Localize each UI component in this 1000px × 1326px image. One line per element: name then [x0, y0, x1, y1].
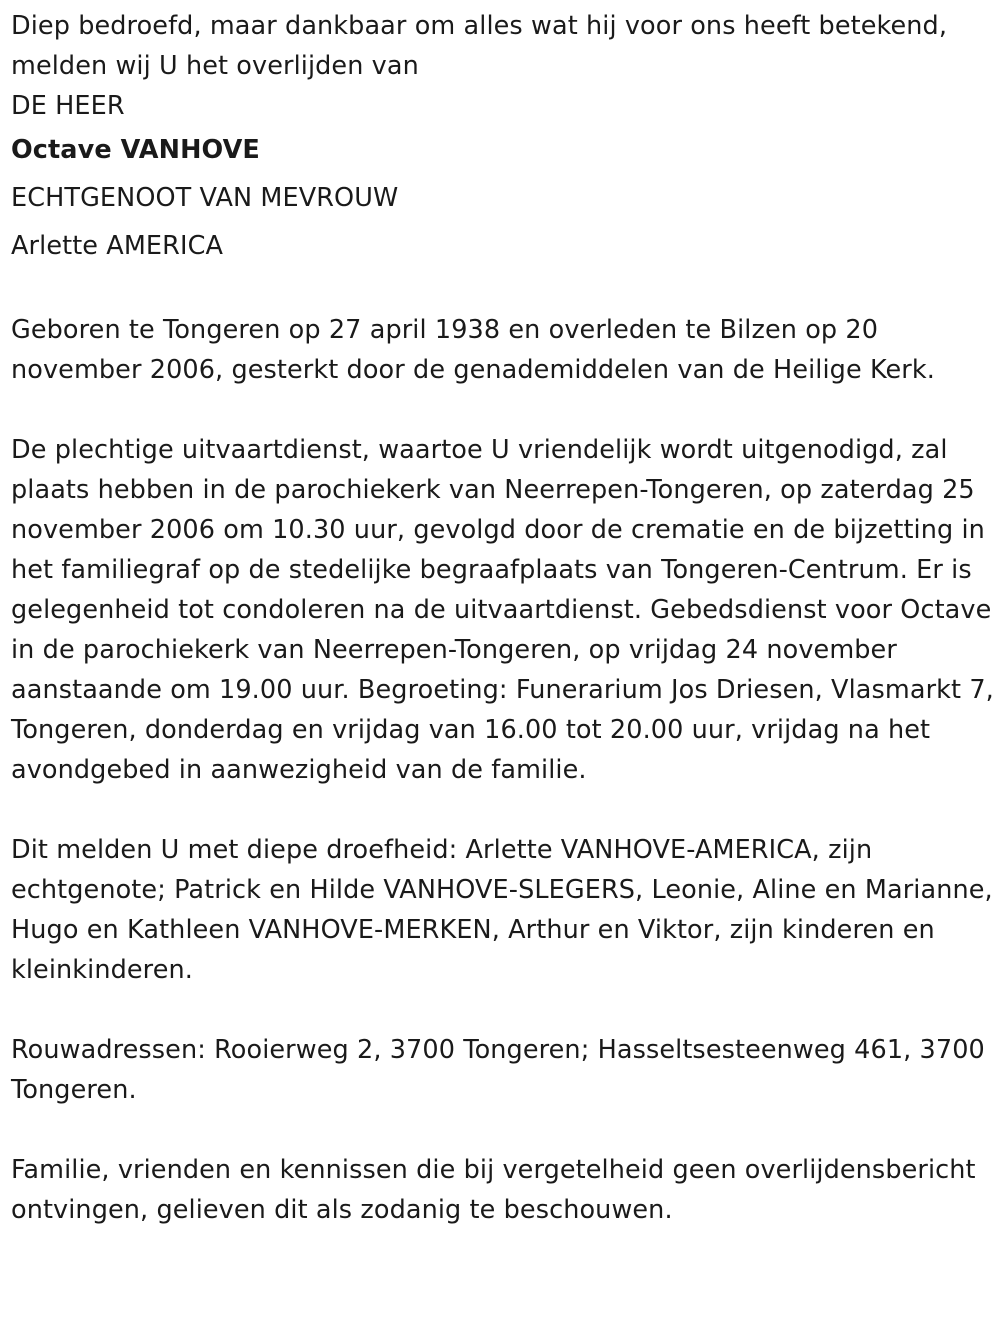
family-paragraph: Dit melden U met diepe droefheid: Arlette VANHOVE-AMERICA, zijn echtgenote; Patrick en Hilde VANHOVE-SLEGERS, Leonie, Aline en Marianne, Hugo en Kathleen VANHOVE-MERKEN, Arthur en Viktor, zijn kinderen en kleinkinderen. [11, 835, 993, 985]
closing-paragraph: Familie, vrienden en kennissen die bij vergetelheid geen overlijdensbericht ontvingen, gelieven dit als zodanig te beschouwen. [11, 1155, 976, 1225]
addresses-paragraph: Rouwadressen: Rooierweg 2, 3700 Tongeren; Hasseltsesteenweg 461, 3700 Tongeren. [11, 1035, 985, 1105]
birth-death-paragraph: Geboren te Tongeren op 27 april 1938 en overleden te Bilzen op 20 november 2006, gesterkt door de genademiddelen van de Heilige Kerk. [11, 315, 935, 385]
obituary-document [11, 6, 996, 1230]
spouse-name: Arlette AMERICA [11, 231, 224, 261]
intro-paragraph: Diep bedroefd, maar dankbaar om alles wat hij voor ons heeft betekend, melden wij U het overlijden van [11, 11, 948, 81]
deceased-title: DE HEER [11, 91, 125, 121]
relation-line: ECHTGENOOT VAN MEVROUW [11, 183, 399, 213]
deceased-name: Octave VANHOVE [11, 135, 260, 165]
service-paragraph: De plechtige uitvaartdienst, waartoe U vriendelijk wordt uitgenodigd, zal plaats hebben in de parochiekerk van Neerrepen-Tongeren, op zaterdag 25 november 2006 om 10.30 uur, gevolgd door de crematie en de bijzetting in het familiegraf op de stedelijke begraafplaats van Tongeren-Centrum. Er is gelegenheid tot condoleren na de uitvaartdienst. Gebedsdienst voor Octave in de parochiekerk van Neerrepen-Tongeren, op vrijdag 24 november aanstaande om 19.00 uur. Begroeting: Funerarium Jos Driesen, Vlasmarkt 7, Tongeren, donderdag en vrijdag van 16.00 tot 20.00 uur, vrijdag na het avondgebed in aanwezigheid van de familie. [11, 435, 994, 785]
